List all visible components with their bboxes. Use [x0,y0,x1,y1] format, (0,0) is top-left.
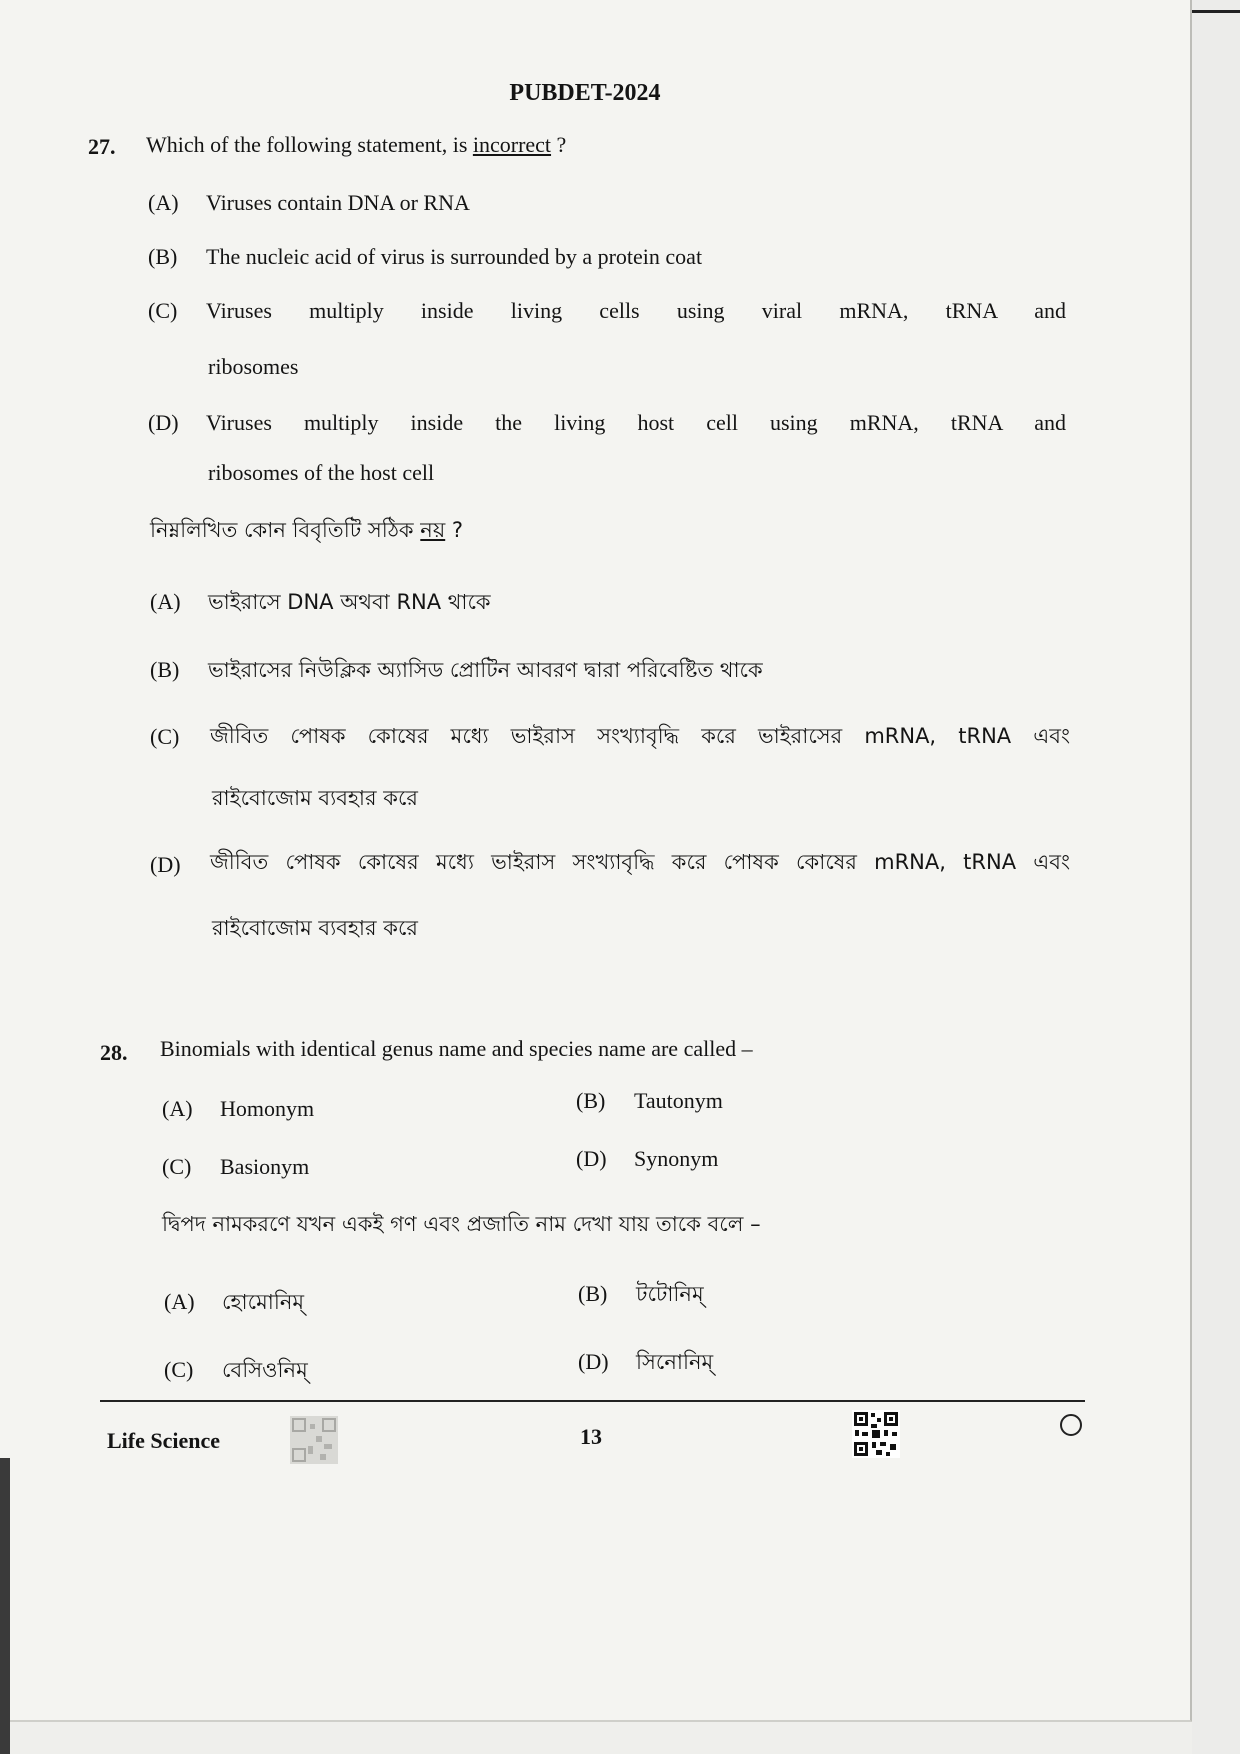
q28-stem: Binomials with identical genus name and species name are called – [160,1036,753,1061]
q27-stem-emph: incorrect [472,132,552,157]
q28-bn-option-d-label: (D) [578,1349,609,1374]
qr-code-icon [852,1410,900,1458]
q28-bn-option-b-label: (B) [578,1281,608,1306]
q27-option-c-cont: ribosomes [208,354,299,379]
q28-bn-option-a-text: হোমোনিম্ [222,1290,305,1314]
q28-stem-bengali: দ্বিপদ নামকরণে যখন একই গণ এবং প্রজাতি নাম দেখা যায় তাকে বলে – [162,1212,761,1236]
q27-bn-option-c-text: জীবিত পোষক কোষের মধ্যে ভাইরাস সংখ্যাবৃদ্ধি করে ভাইরাসের mRNA, tRNA এবং [210,724,1070,748]
q28-bn-option-b-text: টটোনিম্ [636,1282,704,1306]
q27-number: 27. [88,134,116,159]
q27-stem-bengali [150,514,463,549]
q28-bn-option-c-label: (C) [164,1357,194,1382]
q27-bn-option-a-text: ভাইরাসে DNA অথবা RNA থাকে [208,590,491,614]
q28-option-b-label: (B) [576,1088,606,1113]
q27-bn-option-d-text: জীবিত পোষক কোষের মধ্যে ভাইরাস সংখ্যাবৃদ্ধি করে পোষক কোষের mRNA, tRNA এবং [210,850,1070,874]
q27-option-b-text: The nucleic acid of virus is surrounded by a protein coat [206,244,703,269]
q27-bn-option-b-text: ভাইরাসের নিউক্লিক অ্যাসিড প্রোটিন আবরণ দ্বারা পরিবেষ্টিত থাকে [208,658,763,682]
q27-option-b-label: (B) [148,244,178,269]
q28-number: 28. [100,1040,128,1065]
exam-title: PUBDET-2024 [509,80,661,106]
footer-subject: Life Science [107,1428,221,1453]
q27-bn-option-d [150,852,208,878]
q28-bn-option-b [578,1278,704,1313]
q28-option-a-text: Homonym [220,1096,315,1121]
q27-bn-option-a [150,586,491,621]
q27-option-b [148,244,702,270]
q27-option-d-label: (D) [148,410,179,435]
q27-bn-option-a-label: (A) [150,589,181,614]
q28-option-b [576,1088,723,1114]
q27-bn-option-c [150,724,208,750]
q27-option-c-label: (C) [148,298,178,323]
q28-option-d [576,1146,718,1172]
scan-corner-line [1192,10,1240,13]
q27-stem-bn-before: নিম্নলিখিত কোন বিবৃতিটি সঠিক [150,518,421,542]
q27-stem-bn-emph: নয় [420,518,446,542]
q28-option-c [162,1154,309,1180]
q27-stem-before: Which of the following statement, is [146,132,473,157]
q28-option-a [162,1096,314,1122]
q27-option-a-label: (A) [148,190,179,215]
q28-bn-option-d-text: সিনোনিম্ [636,1350,714,1374]
q27-stem-bn-after: ? [445,518,464,542]
q27-option-c-text: Viruses multiply inside living cells using viral mRNA, tRNA and [206,298,1066,323]
faded-qr-code-icon [290,1416,338,1464]
q28-option-d-label: (D) [576,1146,607,1171]
q27-stem-after: ? [551,132,567,157]
q27-bn-option-c-label: (C) [150,724,180,749]
q27-bn-option-b [150,654,763,689]
q28-option-d-text: Synonym [634,1146,719,1171]
q28-option-a-label: (A) [162,1096,193,1121]
q28-bn-option-c [164,1354,308,1389]
scan-edge-strip [1192,0,1240,1754]
q27-bn-option-d-cont: রাইবোজোম ব্যবহার করে [212,916,418,940]
q27-option-d-cont: ribosomes of the host cell [208,460,435,485]
q28-bn-option-c-text: বেসিওনিম্ [222,1358,308,1382]
q27-bn-option-c-cont: রাইবোজোম ব্যবহার করে [212,786,418,810]
q28-option-c-text: Basionym [220,1154,310,1179]
scan-left-bar [0,1458,10,1754]
q27-stem [146,132,566,158]
q28-option-c-label: (C) [162,1154,192,1179]
q27-option-c-label-row [148,298,206,324]
q27-bn-option-d-label: (D) [150,852,181,877]
q27-bn-option-b-label: (B) [150,657,180,682]
circle-mark-icon [1060,1414,1082,1436]
page-number: 13 [580,1424,602,1449]
q28-bn-option-a-label: (A) [164,1289,195,1314]
q27-option-a [148,190,470,216]
footer-rule [100,1400,1085,1402]
q27-option-d-label-row [148,410,206,436]
q28-bn-option-d [578,1346,713,1381]
q28-option-b-text: Tautonym [634,1088,723,1113]
q27-option-a-text: Viruses contain DNA or RNA [206,190,470,215]
q27-option-d-text: Viruses multiply inside the living host cell using mRNA, tRNA and [206,410,1066,435]
q28-bn-option-a [164,1286,304,1321]
